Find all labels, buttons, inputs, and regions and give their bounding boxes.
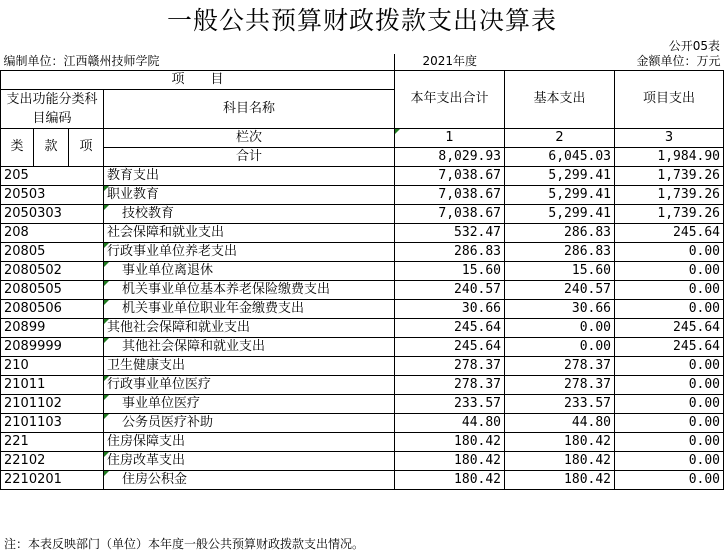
col-number-2: 2 [505, 128, 615, 147]
row-basic: 44.80 [505, 413, 615, 432]
row-basic: 240.57 [505, 280, 615, 299]
table-row [1, 337, 724, 356]
row-code: 2210201 [1, 470, 104, 489]
row-name: 机关事业单位职业年金缴费支出 [104, 299, 395, 318]
row-name: 住房保障支出 [104, 432, 395, 451]
row-total: 15.60 [395, 261, 505, 280]
func-code-header: 支出功能分类科目编码 [1, 89, 104, 128]
row-project: 0.00 [615, 413, 724, 432]
row-basic: 0.00 [505, 337, 615, 356]
totals-row [1, 147, 724, 166]
row-basic: 5,299.41 [505, 166, 615, 185]
row-project: 0.00 [615, 280, 724, 299]
row-total: 245.64 [395, 318, 505, 337]
year-label: 2021年度 [395, 54, 505, 70]
grand-basic: 6,045.03 [505, 147, 615, 166]
subject-name-header: 科目名称 [104, 89, 395, 128]
row-code: 2080505 [1, 280, 104, 299]
kuan-header: 款 [34, 128, 69, 166]
col-total-header: 本年支出合计 [395, 70, 505, 128]
row-project: 0.00 [615, 242, 724, 261]
meta-row [1, 54, 724, 70]
row-total: 7,038.67 [395, 166, 505, 185]
row-total: 30.66 [395, 299, 505, 318]
table-row [1, 356, 724, 375]
row-basic: 278.37 [505, 375, 615, 394]
xiang-header: 项 [69, 128, 104, 166]
row-code: 2101103 [1, 413, 104, 432]
table-row [1, 185, 724, 204]
table-row [1, 223, 724, 242]
table-row [1, 261, 724, 280]
row-code: 221 [1, 432, 104, 451]
table-row [1, 413, 724, 432]
row-basic: 180.42 [505, 470, 615, 489]
row-code: 20805 [1, 242, 104, 261]
table-row [1, 451, 724, 470]
row-name: 卫生健康支出 [104, 356, 395, 375]
row-code: 2050303 [1, 204, 104, 223]
row-name: 机关事业单位基本养老保险缴费支出 [104, 280, 395, 299]
row-project: 0.00 [615, 394, 724, 413]
col-number-3: 3 [615, 128, 724, 147]
row-basic: 278.37 [505, 356, 615, 375]
row-total: 180.42 [395, 470, 505, 489]
row-basic: 30.66 [505, 299, 615, 318]
row-project: 0.00 [615, 432, 724, 451]
row-project: 0.00 [615, 299, 724, 318]
row-project: 0.00 [615, 470, 724, 489]
row-name: 事业单位医疗 [104, 394, 395, 413]
table-row [1, 204, 724, 223]
row-total: 240.57 [395, 280, 505, 299]
row-basic: 180.42 [505, 451, 615, 470]
table-row [1, 394, 724, 413]
report-title: 一般公共预算财政拨款支出决算表 [166, 6, 557, 35]
row-name: 教育支出 [104, 166, 395, 185]
row-basic: 15.60 [505, 261, 615, 280]
row-basic: 180.42 [505, 432, 615, 451]
grand-total: 8,029.93 [395, 147, 505, 166]
lanci-row [1, 128, 724, 147]
row-code: 21011 [1, 375, 104, 394]
row-basic: 233.57 [505, 394, 615, 413]
row-project: 245.64 [615, 337, 724, 356]
row-code: 20503 [1, 185, 104, 204]
table-row [1, 242, 724, 261]
row-total: 180.42 [395, 451, 505, 470]
row-name: 住房改革支出 [104, 451, 395, 470]
row-code: 210 [1, 356, 104, 375]
row-project: 0.00 [615, 451, 724, 470]
row-project: 245.64 [615, 318, 724, 337]
row-name: 社会保障和就业支出 [104, 223, 395, 242]
row-total: 44.80 [395, 413, 505, 432]
lanci-label: 栏次 [104, 128, 395, 147]
row-project: 0.00 [615, 261, 724, 280]
table-row [1, 432, 724, 451]
row-name: 其他社会保障和就业支出 [104, 318, 395, 337]
row-name: 事业单位离退休 [104, 261, 395, 280]
row-total: 233.57 [395, 394, 505, 413]
row-basic: 286.83 [505, 223, 615, 242]
row-project: 0.00 [615, 356, 724, 375]
row-project: 1,739.26 [615, 185, 724, 204]
row-name: 行政事业单位医疗 [104, 375, 395, 394]
table-note: 注：本表反映部门（单位）本年度一般公共预算财政拨款支出情况。 [4, 537, 365, 551]
col-basic-header: 基本支出 [505, 70, 615, 128]
row-total: 532.47 [395, 223, 505, 242]
row-project: 1,739.26 [615, 166, 724, 185]
row-basic: 0.00 [505, 318, 615, 337]
row-code: 22102 [1, 451, 104, 470]
total-label: 合计 [104, 147, 395, 166]
row-name: 公务员医疗补助 [104, 413, 395, 432]
row-basic: 286.83 [505, 242, 615, 261]
row-code: 2080502 [1, 261, 104, 280]
row-total: 286.83 [395, 242, 505, 261]
row-total: 245.64 [395, 337, 505, 356]
table-row [1, 299, 724, 318]
row-project: 245.64 [615, 223, 724, 242]
table-row [1, 166, 724, 185]
row-total: 7,038.67 [395, 185, 505, 204]
row-name: 职业教育 [104, 185, 395, 204]
row-total: 180.42 [395, 432, 505, 451]
row-total: 278.37 [395, 356, 505, 375]
table-row [1, 470, 724, 489]
col-project-header: 项目支出 [615, 70, 724, 128]
row-code: 205 [1, 166, 104, 185]
lei-header: 类 [1, 128, 34, 166]
form-code: 公开05表 [668, 39, 720, 53]
table-row [1, 375, 724, 394]
row-name: 技校教育 [104, 204, 395, 223]
row-total: 278.37 [395, 375, 505, 394]
row-name: 住房公积金 [104, 470, 395, 489]
row-project: 1,739.26 [615, 204, 724, 223]
row-basic: 5,299.41 [505, 185, 615, 204]
item-group-header: 项 目 [1, 70, 395, 89]
row-total: 7,038.67 [395, 204, 505, 223]
row-code: 2080506 [1, 299, 104, 318]
row-code: 208 [1, 223, 104, 242]
col-number-1: 1 [395, 128, 505, 147]
table-row [1, 318, 724, 337]
expenditure-table [0, 54, 724, 490]
row-code: 20899 [1, 318, 104, 337]
row-code: 2101102 [1, 394, 104, 413]
row-code: 2089999 [1, 337, 104, 356]
unit-label: 编制单位：江西赣州技师学院 [1, 54, 395, 70]
currency-label: 金额单位：万元 [615, 54, 724, 70]
row-project: 0.00 [615, 375, 724, 394]
row-basic: 5,299.41 [505, 204, 615, 223]
row-name: 其他社会保障和就业支出 [104, 337, 395, 356]
grand-project: 1,984.90 [615, 147, 724, 166]
header-row-1 [1, 70, 724, 89]
row-name: 行政事业单位养老支出 [104, 242, 395, 261]
table-row [1, 280, 724, 299]
